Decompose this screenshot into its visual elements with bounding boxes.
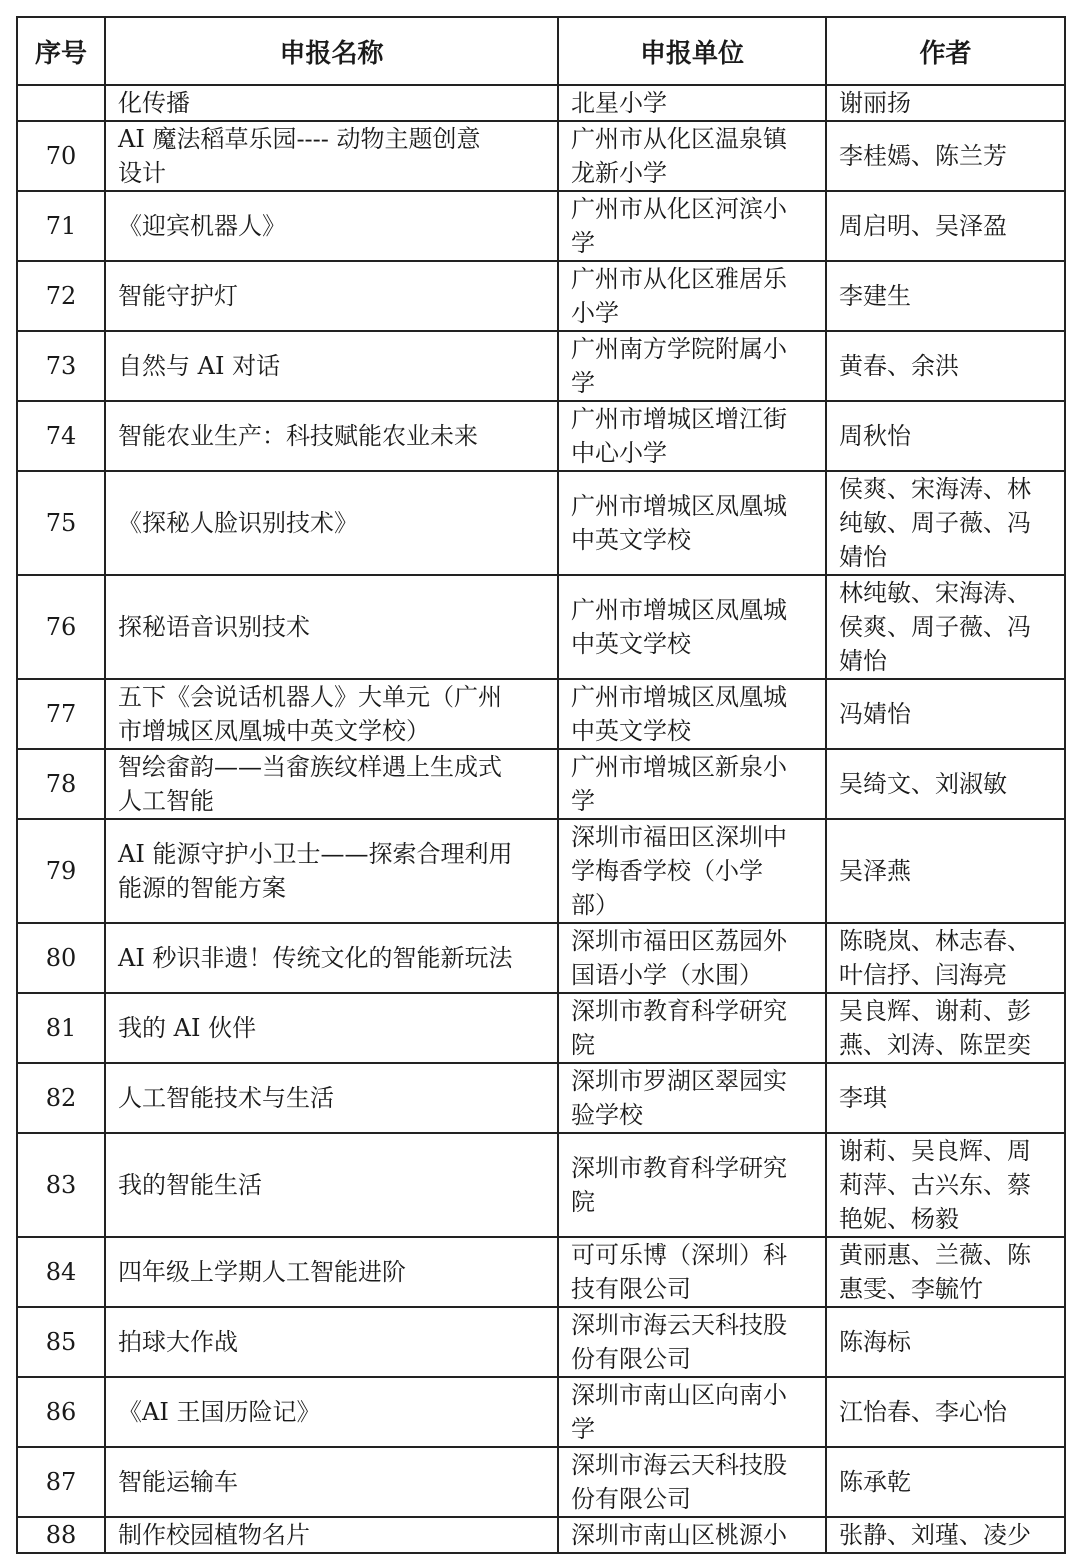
header-authors: 作者 [826, 17, 1065, 85]
row-project-name [105, 1377, 558, 1447]
row-project-name [105, 85, 558, 121]
row-authors [826, 331, 1065, 401]
row-project-name [105, 819, 558, 923]
row-applicant-unit [558, 1447, 826, 1517]
row-index-text: 79 [45, 857, 77, 885]
row-authors [826, 819, 1065, 923]
row-project-name [105, 1237, 558, 1307]
row-project-name [105, 471, 558, 575]
row-project-name [105, 401, 558, 471]
row-project-name [105, 923, 558, 993]
table-row [17, 679, 1065, 749]
row-project-name [105, 575, 558, 679]
row-applicant-unit-text: 可可乐博（深圳）科 技有限公司 [571, 1241, 787, 1303]
row-authors [826, 401, 1065, 471]
table-row [17, 993, 1065, 1063]
row-applicant-unit [558, 191, 826, 261]
row-authors-text: 黄春、余洪 [839, 352, 959, 380]
row-project-name-text: 《探秘人脸识别技术》 [118, 509, 358, 537]
row-authors [826, 121, 1065, 191]
row-index [17, 1063, 105, 1133]
row-index-text: 80 [45, 944, 77, 972]
header-project-name: 申报名称 [105, 17, 558, 85]
row-authors-text: 陈海标 [839, 1328, 911, 1356]
row-index [17, 331, 105, 401]
row-applicant-unit [558, 679, 826, 749]
row-applicant-unit-text: 深圳市福田区荔园外 国语小学（水围） [571, 927, 787, 989]
row-project-name-text: 智能运输车 [118, 1468, 238, 1496]
row-index-text: 70 [45, 142, 77, 170]
row-authors [826, 1237, 1065, 1307]
row-authors [826, 923, 1065, 993]
row-index [17, 1377, 105, 1447]
row-index-text: 87 [45, 1468, 77, 1496]
row-index-text: 86 [45, 1398, 77, 1426]
row-authors [826, 85, 1065, 121]
row-applicant-unit-text: 北星小学 [571, 89, 667, 117]
row-authors-text: 江怡春、李心怡 [839, 1398, 1007, 1426]
row-applicant-unit-text: 广州市增城区凤凰城 中英文学校 [571, 492, 787, 554]
row-index [17, 1307, 105, 1377]
row-applicant-unit-text: 深圳市海云天科技股 份有限公司 [571, 1311, 787, 1373]
row-index [17, 1517, 105, 1553]
row-authors-text: 谢莉、吴良辉、周 莉萍、古兴东、蔡 艳妮、杨毅 [839, 1137, 1031, 1233]
row-index [17, 819, 105, 923]
row-applicant-unit-text: 深圳市南山区向南小 学 [571, 1381, 787, 1443]
row-authors [826, 1133, 1065, 1237]
table-row [17, 1517, 1065, 1553]
row-applicant-unit-text: 广州市从化区温泉镇 龙新小学 [571, 125, 787, 187]
row-index-text: 78 [45, 770, 77, 798]
row-authors [826, 1447, 1065, 1517]
row-applicant-unit [558, 85, 826, 121]
row-project-name-text: 智绘畲韵——当畲族纹样遇上生成式 人工智能 [118, 753, 502, 815]
row-authors [826, 471, 1065, 575]
row-authors-text: 吴绮文、刘淑敏 [839, 770, 1007, 798]
row-index [17, 85, 105, 121]
row-applicant-unit [558, 401, 826, 471]
row-project-name [105, 1517, 558, 1553]
header-applicant-unit: 申报单位 [558, 17, 826, 85]
row-authors [826, 1063, 1065, 1133]
table-row [17, 261, 1065, 331]
row-authors-text: 吴良辉、谢莉、彭 燕、刘涛、陈罡奕 [839, 997, 1031, 1059]
row-authors-text: 吴泽燕 [839, 857, 911, 885]
row-project-name [105, 1133, 558, 1237]
row-project-name [105, 121, 558, 191]
row-project-name [105, 749, 558, 819]
table-row [17, 121, 1065, 191]
row-authors-text: 冯婧怡 [839, 700, 911, 728]
row-index [17, 1237, 105, 1307]
project-table [16, 16, 1066, 1554]
row-applicant-unit-text: 深圳市教育科学研究 院 [571, 1154, 787, 1216]
row-index [17, 575, 105, 679]
row-project-name-text: 探秘语音识别技术 [118, 613, 310, 641]
row-authors-text: 李桂嫣、陈兰芳 [839, 142, 1007, 170]
row-applicant-unit [558, 1237, 826, 1307]
row-project-name [105, 993, 558, 1063]
row-project-name [105, 1307, 558, 1377]
row-project-name-text: AI 魔法稻草乐园---- 动物主题创意 设计 [118, 125, 481, 187]
row-index-text: 71 [45, 212, 77, 240]
row-authors [826, 679, 1065, 749]
row-applicant-unit-text: 广州市从化区河滨小 学 [571, 195, 787, 257]
row-authors [826, 191, 1065, 261]
row-project-name-text: 制作校园植物名片 [118, 1521, 310, 1549]
table-row [17, 1377, 1065, 1447]
table-row [17, 749, 1065, 819]
table-row [17, 1447, 1065, 1517]
row-project-name [105, 1447, 558, 1517]
row-applicant-unit [558, 923, 826, 993]
row-project-name-text: 我的 AI 伙伴 [118, 1014, 257, 1042]
row-project-name-text: 智能农业生产：科技赋能农业未来 [118, 422, 478, 450]
row-authors [826, 993, 1065, 1063]
row-project-name-text: 《迎宾机器人》 [118, 212, 286, 240]
row-authors [826, 575, 1065, 679]
header-index: 序号 [17, 17, 105, 85]
row-project-name-text: AI 能源守护小卫士——探索合理利用 能源的智能方案 [118, 840, 513, 902]
table-row [17, 1133, 1065, 1237]
row-project-name-text: 化传播 [118, 89, 190, 117]
row-index [17, 679, 105, 749]
row-applicant-unit [558, 1307, 826, 1377]
table-row [17, 331, 1065, 401]
row-authors-text: 李琪 [839, 1084, 887, 1112]
table-row [17, 1237, 1065, 1307]
row-index-text: 76 [45, 613, 77, 641]
row-index [17, 1447, 105, 1517]
row-project-name-text: 拍球大作战 [118, 1328, 238, 1356]
row-applicant-unit [558, 819, 826, 923]
table-row [17, 85, 1065, 121]
row-applicant-unit-text: 广州市增城区凤凰城 中英文学校 [571, 683, 787, 745]
row-applicant-unit [558, 1517, 826, 1553]
table-row [17, 401, 1065, 471]
row-applicant-unit [558, 1133, 826, 1237]
row-authors-text: 林纯敏、宋海涛、 侯爽、周子薇、冯 婧怡 [839, 579, 1031, 675]
row-applicant-unit [558, 993, 826, 1063]
row-index-text: 77 [45, 700, 77, 728]
row-authors-text: 陈承乾 [839, 1468, 911, 1496]
row-authors-text: 周秋怡 [839, 422, 911, 450]
row-authors [826, 1377, 1065, 1447]
row-index [17, 121, 105, 191]
row-applicant-unit-text: 深圳市罗湖区翠园实 验学校 [571, 1067, 787, 1129]
row-applicant-unit [558, 331, 826, 401]
row-project-name-text: 五下《会说话机器人》大单元（广州 市增城区凤凰城中英文学校） [118, 683, 502, 745]
row-applicant-unit-text: 广州市增城区新泉小 学 [571, 753, 787, 815]
table-row [17, 1063, 1065, 1133]
row-index-text: 81 [45, 1014, 77, 1042]
row-authors-text: 陈晓岚、林志春、 叶信抒、闫海亮 [839, 927, 1031, 989]
table-header-row [17, 17, 1065, 85]
row-project-name-text: AI 秒识非遗！传统文化的智能新玩法 [118, 944, 513, 972]
row-index-text: 72 [45, 282, 77, 310]
table-row [17, 575, 1065, 679]
row-index-text: 88 [45, 1521, 77, 1549]
row-applicant-unit-text: 广州南方学院附属小 学 [571, 335, 787, 397]
row-project-name [105, 191, 558, 261]
row-applicant-unit [558, 261, 826, 331]
row-applicant-unit-text: 深圳市南山区桃源小 [571, 1521, 787, 1549]
row-authors-text: 张静、刘瑾、凌少 [839, 1521, 1031, 1549]
row-index [17, 261, 105, 331]
table-row [17, 471, 1065, 575]
row-project-name-text: 我的智能生活 [118, 1171, 262, 1199]
row-applicant-unit [558, 575, 826, 679]
row-applicant-unit [558, 1063, 826, 1133]
row-index [17, 191, 105, 261]
row-index-text: 84 [45, 1258, 77, 1286]
row-applicant-unit [558, 749, 826, 819]
row-authors-text: 黄丽惠、兰薇、陈 惠雯、李毓竹 [839, 1241, 1031, 1303]
row-applicant-unit-text: 广州市增城区凤凰城 中英文学校 [571, 596, 787, 658]
document-page [16, 16, 1064, 1549]
row-project-name [105, 1063, 558, 1133]
row-authors [826, 1517, 1065, 1553]
row-index [17, 1133, 105, 1237]
row-authors [826, 1307, 1065, 1377]
row-authors-text: 谢丽扬 [839, 89, 911, 117]
row-applicant-unit-text: 广州市从化区雅居乐 小学 [571, 265, 787, 327]
row-applicant-unit-text: 深圳市福田区深圳中 学梅香学校（小学 部） [571, 823, 787, 919]
table-body [17, 85, 1065, 1553]
table-row [17, 819, 1065, 923]
row-applicant-unit [558, 121, 826, 191]
row-applicant-unit-text: 广州市增城区增江街 中心小学 [571, 405, 787, 467]
row-project-name-text: 智能守护灯 [118, 282, 238, 310]
table-row [17, 923, 1065, 993]
row-index [17, 401, 105, 471]
row-authors-text: 侯爽、宋海涛、林 纯敏、周子薇、冯 婧怡 [839, 475, 1031, 571]
row-applicant-unit-text: 深圳市教育科学研究 院 [571, 997, 787, 1059]
row-index-text: 74 [45, 422, 77, 450]
row-applicant-unit [558, 471, 826, 575]
row-index [17, 993, 105, 1063]
table-row [17, 191, 1065, 261]
row-authors-text: 周启明、吴泽盈 [839, 212, 1007, 240]
row-index-text: 73 [45, 352, 77, 380]
row-project-name [105, 679, 558, 749]
row-index-text: 82 [45, 1084, 77, 1112]
row-applicant-unit-text: 深圳市海云天科技股 份有限公司 [571, 1451, 787, 1513]
table-row [17, 1307, 1065, 1377]
row-authors-text: 李建生 [839, 282, 911, 310]
row-authors [826, 749, 1065, 819]
row-project-name-text: 四年级上学期人工智能进阶 [118, 1258, 406, 1286]
row-index [17, 923, 105, 993]
row-index [17, 749, 105, 819]
row-project-name [105, 331, 558, 401]
row-project-name [105, 261, 558, 331]
row-project-name-text: 自然与 AI 对话 [118, 352, 281, 380]
row-index-text: 75 [45, 509, 77, 537]
row-authors [826, 261, 1065, 331]
row-index-text: 85 [45, 1328, 77, 1356]
row-index [17, 471, 105, 575]
row-project-name-text: 人工智能技术与生活 [118, 1084, 334, 1112]
row-applicant-unit [558, 1377, 826, 1447]
row-project-name-text: 《AI 王国历险记》 [118, 1398, 321, 1426]
row-index-text: 83 [45, 1171, 77, 1199]
